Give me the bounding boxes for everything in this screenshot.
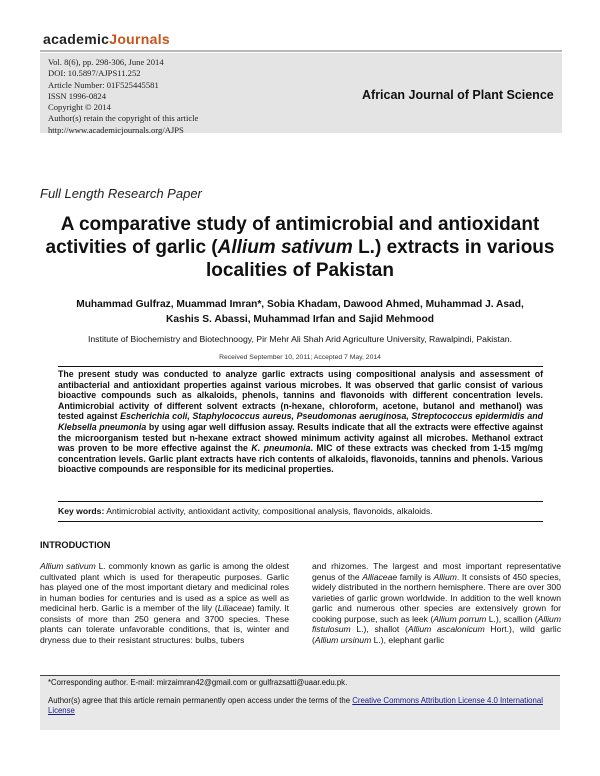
meta-copyright: Copyright © 2014: [48, 102, 111, 113]
license-note: Author(s) agree that this article remain permanently open access under the terms of the Creative Commons Attribution License 4.0 International License: [48, 696, 543, 715]
meta-rights: Author(s) retain the copyright of this article: [48, 113, 199, 124]
institution: Institute of Biochemistry and Biotechnoogy, Pir Mehr Ali Shah Arid Agriculture University, Rawalpindi, Pakistan.: [87, 334, 513, 344]
article-meta: [48, 57, 198, 136]
meta-article-number: Article Number: 01F525445581: [48, 79, 159, 90]
meta-url[interactable]: http://www.academicjournals.org/AJPS: [48, 124, 184, 135]
meta-issn: ISSN 1996-0824: [48, 90, 107, 101]
paper-title: A comparative study of antimicrobial and antioxidant activities of garlic (Allium sativum L.) extracts in various localities of Pakistan: [45, 214, 555, 281]
intro-column-right: and rhizomes. The largest and most important representative genus of the Alliaceae family is Allium. It consists of 450 species, widely distributed in the northern hemisphere. There are over 300 varieties of garlic grown worldwide. In addition to the well known garlic and numerous other species are extensively grown for cooking purpose, such as leek (Allium porrum L.), scallion (Allium fistulosum L.), shallot (Allium ascalonicum Hort.), wild garlic (Allium ursinum L.), elephant garlic: [312, 561, 561, 645]
authors: [40, 297, 560, 327]
journal-name: African Journal of Plant Science: [362, 88, 554, 102]
license-link[interactable]: Creative Commons Attribution License 4.0 International License: [48, 696, 543, 715]
keywords-rule: [58, 521, 543, 522]
authors-line: Muhammad Gulfraz, Muammad Imran*, Sobia Khadam, Dawood Ahmed, Muhammad J. Asad,: [76, 299, 524, 310]
meta-doi: DOI: 10.5897/AJPS11.252: [48, 68, 141, 79]
publisher-logo: academicJournals: [43, 31, 170, 47]
header-rule: [40, 50, 562, 52]
section-heading: INTRODUCTION: [40, 540, 111, 550]
received-dates: Received September 10, 2011; Accepted 7 May, 2014: [219, 354, 381, 361]
abstract: The present study was conducted to analyze garlic extracts using compositional analysis and assessment of antibacterial and antioxidant properties against various microbes. It was observed that garlic consist of various bioactive compounds such as alkaloids, phenols, tannins and flavonoids with different concentration levels. Antimicrobial activity of different solvent extracts (n-hexane, chloroform, acetone, butanol and methanol) was tested against Escherichia coli, Staphylococcus aureus, Pseudomonas aeruginosa, Streptococcus epidermidis and Klebsella pneumonia by using agar well diffusion assay. Results indicate that all the extracts were effective against the microorganism tested but n-hexane extract showed minimum activity against all microbes. Methanol extract was proven to be more effective against the K. pneumonia. MIC of these extracts was checked from 1-15 mg/mg concentration levels. Garlic plant extracts have rich contents of alkaloids, flavonoids, tannins and phenols. Various bioactive compounds are responsible for its medicinal properties.: [58, 369, 543, 475]
authors-line: Kashis S. Abassi, Muhammad Irfan and Sajid Mehmood: [166, 314, 434, 325]
meta-volume: Vol. 8(6), pp. 298-306, June 2014: [48, 57, 164, 67]
keywords: Key words: Antimicrobial activity, antioxidant activity, compositional analysis, flavonoids, alkaloids.: [58, 506, 433, 516]
abstract-bottom-rule: [58, 501, 543, 502]
abstract-top-rule: [58, 366, 543, 367]
paper-type: Full Length Research Paper: [40, 186, 202, 201]
corresponding-author: *Corresponding author. E-mail: mirzaimran42@gmail.com or gulfrazsatti@uaar.edu.pk.: [48, 678, 348, 687]
intro-column-left: Allium sativum L. commonly known as garlic is among the oldest cultivated plant which is used for therapeutic purposes. Garlic has played one of the most important dietary and medicinal roles in human bodies for centuries and is used as a spice as well as medicinal herb. Garlic is a member of the lily (Liliaceae) family. It consists of more than 250 genera and 3700 species. These plants can tolerate unfavorable conditions, that is, winter and dryness due to their resistant structures: bulbs, tubers: [40, 561, 289, 645]
